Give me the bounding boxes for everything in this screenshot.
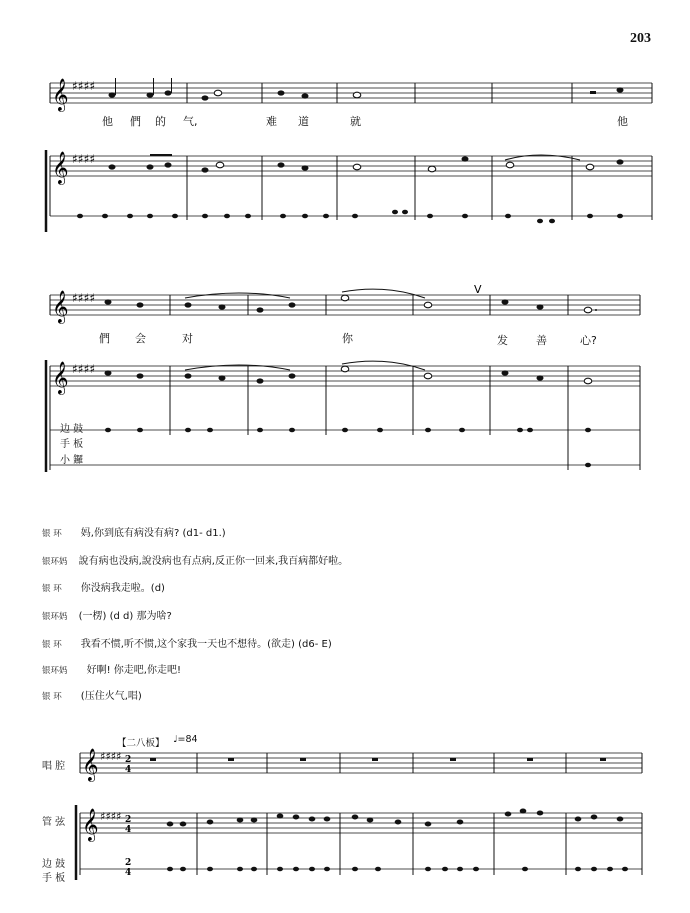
svg-text:4: 4 <box>125 868 132 878</box>
dialogue-line <box>42 521 226 540</box>
line-text: (压住火气,唱) <box>80 691 142 702</box>
lyric-syllable: 他 <box>102 115 113 128</box>
dialogue-line <box>42 576 165 595</box>
system-2-staves <box>0 260 690 490</box>
lyric-syllable: 們 <box>130 115 141 128</box>
dialogue-line <box>42 604 172 623</box>
instrument-label: 边 鼓 <box>60 424 84 435</box>
dialogue-line <box>42 632 332 651</box>
tempo-marking: ♩=84 <box>173 734 198 745</box>
instrument-label: 唱 腔 <box>42 761 66 772</box>
svg-text:4: 4 <box>125 825 132 835</box>
speaker: 银 环 <box>42 529 62 539</box>
lyric-syllable: 道 <box>298 115 309 128</box>
lyric-syllable: 善 <box>536 334 547 347</box>
dialogue-line <box>42 658 181 677</box>
speaker: 银 环 <box>42 692 62 702</box>
speaker: 银 环 <box>42 640 62 650</box>
svg-text:2: 2 <box>125 815 132 825</box>
svg-text:♯♯♯♯: ♯♯♯♯ <box>72 152 96 166</box>
svg-text:𝄞: 𝄞 <box>82 808 99 841</box>
lyric-syllable: 对 <box>182 332 193 345</box>
lyric-syllable: 他 <box>617 115 628 128</box>
instrument-label: 小 鑼 <box>60 455 84 466</box>
svg-text:4: 4 <box>125 765 132 775</box>
section-marker: 【二八板】 <box>117 738 165 749</box>
line-text: 我看不惯,听不惯,这个家我一天也不想待。(欲走) (d6- E) <box>80 639 332 650</box>
lyric-syllable: 发 <box>497 334 508 347</box>
lyric-syllable: 会 <box>135 332 146 345</box>
line-text: 你没病我走啦。(d) <box>80 583 165 594</box>
instrument-label: 管 弦 <box>42 817 66 828</box>
lyric-syllable: 就 <box>350 115 361 128</box>
speaker: 银环妈 <box>42 666 68 676</box>
lyric-syllable: 的 <box>155 115 166 128</box>
svg-text:♯♯♯♯: ♯♯♯♯ <box>72 79 96 93</box>
speaker: 银环妈 <box>42 557 68 567</box>
breath-mark: V <box>474 283 482 296</box>
lyric-syllable: 难 <box>266 115 277 128</box>
svg-text:𝄞: 𝄞 <box>52 361 69 394</box>
svg-text:𝄞: 𝄞 <box>52 151 69 184</box>
speaker: 银 环 <box>42 584 62 594</box>
system-1-staves <box>0 0 690 260</box>
line-text: 好啊! 你走吧,你走吧! <box>86 665 181 676</box>
svg-text:♯♯♯♯: ♯♯♯♯ <box>100 810 122 823</box>
svg-text:2: 2 <box>125 755 132 765</box>
svg-text:𝄞: 𝄞 <box>52 78 69 111</box>
system-3-staves <box>0 745 690 913</box>
svg-text:♯♯♯♯: ♯♯♯♯ <box>72 291 96 305</box>
lyric-syllable: 心? <box>580 334 597 347</box>
svg-text:𝄞: 𝄞 <box>52 290 69 323</box>
dialogue-line <box>42 549 348 568</box>
svg-text:♯♯♯♯: ♯♯♯♯ <box>72 362 96 376</box>
lyric-syllable: 你 <box>342 332 353 345</box>
line-text: 妈,你到底有病没有病? (d1- d1.) <box>80 528 226 539</box>
instrument-label: 手 板 <box>42 873 66 884</box>
instrument-label: 手 板 <box>60 439 84 450</box>
instrument-label: 边 鼓 <box>42 859 66 870</box>
line-text: (一楞) (d d) 那为啥? <box>78 611 172 622</box>
svg-text:𝄞: 𝄞 <box>82 748 99 781</box>
speaker: 银环妈 <box>42 612 68 622</box>
dialogue-line <box>42 684 142 703</box>
lyric-syllable: 气, <box>183 115 198 128</box>
svg-text:2: 2 <box>125 858 132 868</box>
svg-text:♯♯♯♯: ♯♯♯♯ <box>100 750 122 763</box>
page-number: 203 <box>630 31 651 46</box>
line-text: 說有病也没病,說没病也有点病,反正你一回来,我百病都好啦。 <box>78 556 349 567</box>
lyric-syllable: 們 <box>99 332 110 345</box>
